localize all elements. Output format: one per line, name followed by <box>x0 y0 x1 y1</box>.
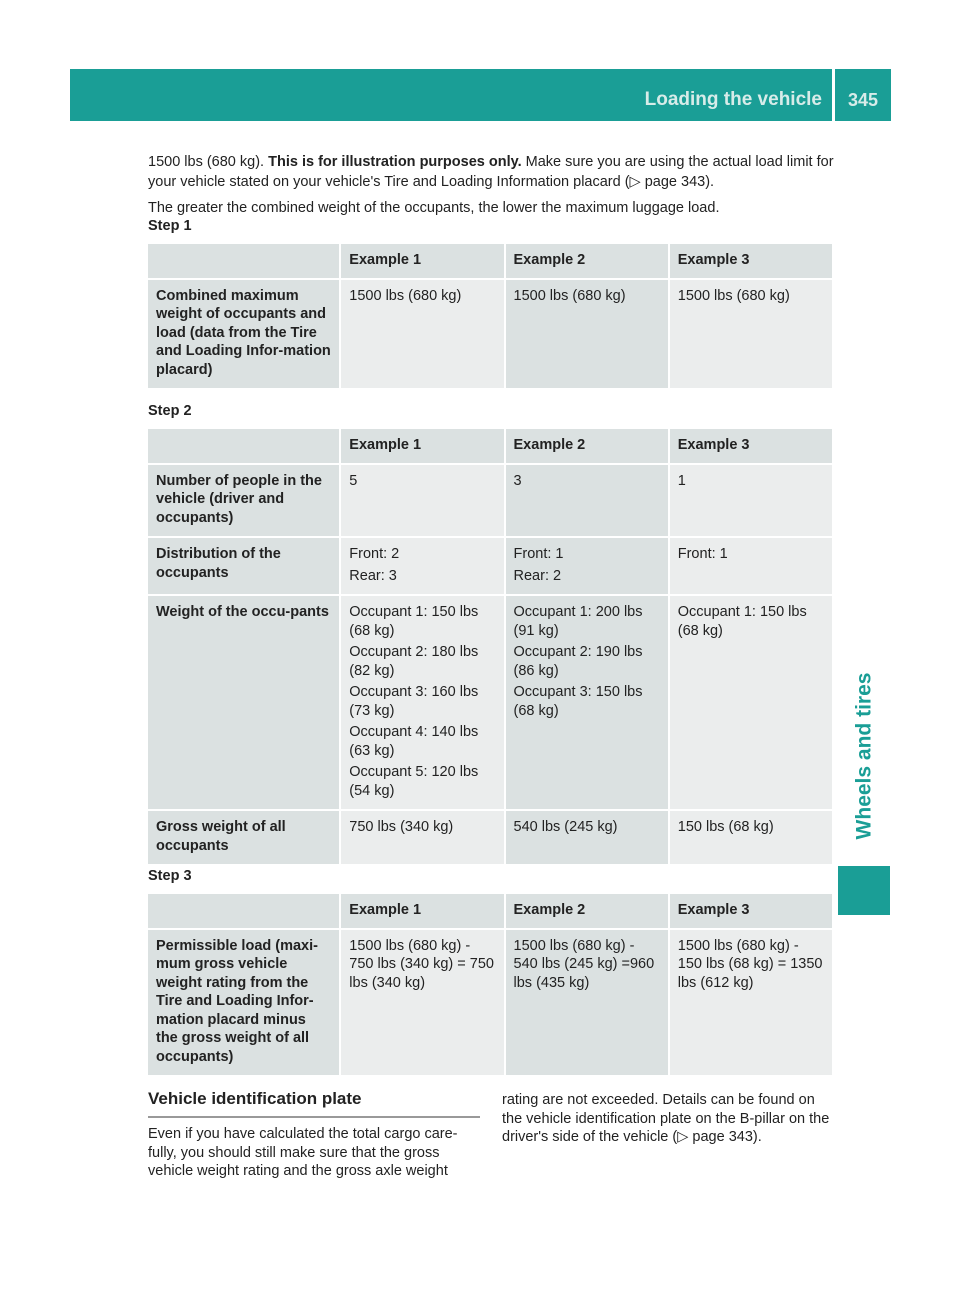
table-header-row <box>148 244 834 280</box>
table-row <box>148 930 834 1078</box>
cell-line: Front: 1 <box>677 546 728 562</box>
cell-line: Occupant 5: 120 lbs (54 kg) <box>349 764 479 799</box>
table-cell <box>341 811 505 866</box>
table-cell <box>506 465 670 539</box>
header-corner-cell <box>148 894 341 930</box>
cell-line: 750 lbs (340 kg) <box>349 819 454 835</box>
cell-line: Occupant 2: 180 lbs (82 kg) <box>349 644 479 679</box>
table-cell <box>670 930 834 1078</box>
table-cell <box>506 811 670 866</box>
cell-line: Occupant 2: 190 lbs (86 kg) <box>513 644 643 679</box>
table-cell <box>670 538 834 596</box>
table-cell <box>670 280 834 391</box>
cell-line: Occupant 3: 150 lbs (68 kg) <box>513 684 643 719</box>
step-2-label: Step 2 <box>148 403 192 419</box>
table-cell <box>341 930 505 1078</box>
intro-paragraph-1 <box>148 152 838 192</box>
cell-line: Occupant 1: 150 lbs (68 kg) <box>677 604 807 639</box>
column-header: Example 1 <box>341 894 505 930</box>
cell-line: 3 <box>513 472 522 489</box>
table-header-row <box>148 429 834 465</box>
step-3-table <box>148 894 834 1077</box>
step-1-label: Step 1 <box>148 218 192 234</box>
row-label: Distribution of the occupants <box>148 538 341 596</box>
cell-line: Occupant 4: 140 lbs (63 kg) <box>349 724 479 759</box>
column-header: Example 2 <box>506 894 670 930</box>
cell-line: Occupant 1: 150 lbs (68 kg) <box>349 604 479 639</box>
column-header: Example 3 <box>670 894 834 930</box>
chapter-tab-label: Wheels and tires <box>852 672 876 840</box>
table-row <box>148 465 834 539</box>
cell-line: 540 lbs (245 kg) <box>513 819 618 835</box>
column-header: Example 3 <box>670 429 834 465</box>
intro-text-bold: This is for illustration purposes only. <box>268 154 522 170</box>
page-number: 345 <box>847 90 879 110</box>
cell-line: 150 lbs (68 kg) <box>677 819 774 835</box>
header-corner-cell <box>148 244 341 280</box>
vehicle-id-text-right: rating are not exceeded. Details can be found on the vehicle identification plate on the B-pillar on the driver's side of the vehicle (▷ page 343). <box>502 1092 830 1145</box>
table-cell <box>506 538 670 596</box>
cell-line: 5 <box>349 472 358 489</box>
step-1-table <box>148 244 834 390</box>
intro-text <box>148 152 838 224</box>
intro-paragraph-2: The greater the combined weight of the occupants, the lower the maximum luggage load. <box>148 200 720 216</box>
table-row <box>148 280 834 391</box>
table-cell <box>670 596 834 811</box>
vehicle-id-text-left: Even if you have calculated the total cargo care-fully, you should still make sure that the gross vehicle weight rating and the gross axle weight <box>148 1126 458 1179</box>
row-label: Gross weight of all occupants <box>148 811 341 866</box>
table-cell <box>506 280 670 391</box>
cell-line: Occupant 1: 200 lbs (91 kg) <box>513 604 643 639</box>
column-header: Example 2 <box>506 244 670 280</box>
table-cell <box>670 465 834 539</box>
cell-line: Front: 1 <box>513 546 564 562</box>
vehicle-id-heading: Vehicle identification plate <box>148 1089 480 1118</box>
step-2-table <box>148 429 834 866</box>
row-label: Weight of the occu-pants <box>148 596 341 811</box>
cell-line: 1500 lbs (680 kg) <box>349 287 462 304</box>
table-cell <box>341 538 505 596</box>
column-header: Example 3 <box>670 244 834 280</box>
cell-line: 1500 lbs (680 kg) - 150 lbs (68 kg) = 1350 lbs (612 kg) <box>677 937 823 991</box>
column-header: Example 1 <box>341 244 505 280</box>
page-header <box>70 69 891 121</box>
chapter-tab <box>838 645 890 867</box>
cell-line: Front: 2 <box>349 546 400 562</box>
chapter-tab-marker <box>838 866 890 915</box>
cell-line: 1500 lbs (680 kg) <box>513 287 626 304</box>
intro-text-pre: 1500 lbs (680 kg). <box>148 154 269 170</box>
intro-text-post: Make sure you are using the actual load limit for your vehicle stated on your vehicle's Tire and Loading Information placard (▷ page 343). <box>148 154 834 190</box>
column-header: Example 1 <box>341 429 505 465</box>
table-cell <box>341 465 505 539</box>
table-cell <box>506 596 670 811</box>
cell-line: 1 <box>677 472 686 489</box>
cell-line: 1500 lbs (680 kg) - 540 lbs (245 kg) =960 lbs (435 kg) <box>513 937 655 991</box>
cell-line: Rear: 2 <box>513 567 562 584</box>
row-label: Number of people in the vehicle (driver and occupants) <box>148 465 341 539</box>
table-cell <box>506 930 670 1078</box>
table-header-row <box>148 894 834 930</box>
table-row <box>148 811 834 866</box>
table-cell <box>670 811 834 866</box>
table-cell <box>341 280 505 391</box>
cell-line: 1500 lbs (680 kg) <box>677 287 790 304</box>
cell-line: 1500 lbs (680 kg) - 750 lbs (340 kg) = 750 lbs (340 kg) <box>349 937 494 991</box>
row-label: Combined maximum weight of occupants and load (data from the Tire and Loading Infor-mation placard) <box>148 280 341 391</box>
step-3-label: Step 3 <box>148 868 192 884</box>
section-title: Loading the vehicle <box>644 89 822 110</box>
column-header: Example 2 <box>506 429 670 465</box>
table-cell <box>341 596 505 811</box>
row-label: Permissible load (maxi-mum gross vehicle weight rating from the Tire and Loading Infor-mation placard minus the gross weight of all occupants) <box>148 930 341 1078</box>
table-row <box>148 596 834 811</box>
cell-line: Rear: 3 <box>349 567 397 584</box>
table-row <box>148 538 834 596</box>
cell-line: Occupant 3: 160 lbs (73 kg) <box>349 684 479 719</box>
header-corner-cell <box>148 429 341 465</box>
